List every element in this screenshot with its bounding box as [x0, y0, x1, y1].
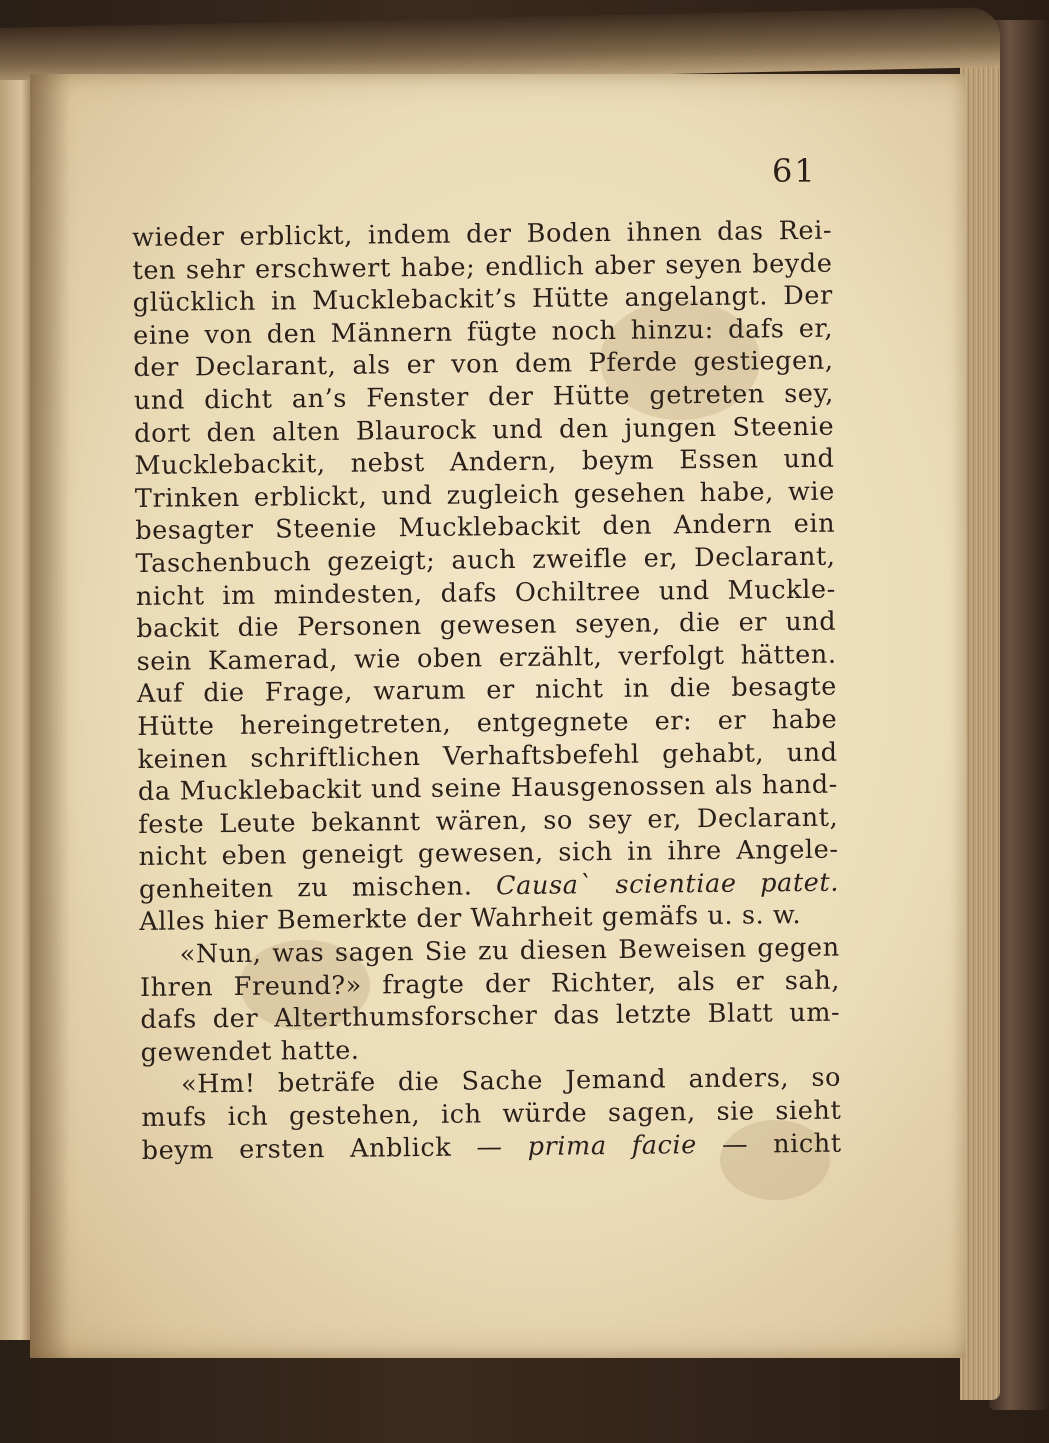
italic-phrase: Causa` scientiae patet. [495, 867, 840, 902]
text-run: sein Kamerad, wie oben erzählt, verfolgt hätten. [136, 639, 837, 677]
text-run: nicht im mindesten, dafs Ochiltree und Muckle- [135, 574, 837, 612]
text-run: der Declarant, als er von dem Pferde gestiegen, [133, 346, 834, 384]
text-run: da Mucklebackit und seine Hausgenossen als hand- [137, 769, 839, 808]
text-run: Auf die Frage, warum er nicht in die besagte [136, 671, 838, 710]
text-run: besagter Steenie Mucklebackit den Andern ein [135, 508, 836, 547]
body-text [132, 215, 842, 1167]
text-run: backit die Personen gewesen seyen, die er und [136, 606, 837, 645]
text-run: «Hm! beträfe die Sache Jemand anders, so [180, 1063, 842, 1100]
text-run: wieder erblickt, indem der Boden ihnen das Rei- [132, 215, 833, 253]
italic-phrase: prima facie [527, 1129, 698, 1162]
text-run: «Nun, was sagen Sie zu diesen Beweisen gegen [179, 932, 840, 970]
text-run: keinen schriftlichen Verhaftsbefehl gehabt, und [137, 737, 838, 775]
text-run: Trinken erblickt, und zugleich gesehen habe, wie [134, 476, 836, 514]
text-run: — nicht [696, 1128, 842, 1160]
text-run: mufs ich gestehen, ich würde sagen, sie sieht [141, 1095, 842, 1133]
text-run: Taschenbuch gezeigt; auch zweifle er, Declarant, [135, 541, 836, 579]
text-run: dort den alten Blaurock und den jungen Steenie [134, 411, 835, 449]
text-run: Hütte hereingetreten, entgegnete er: er habe [137, 704, 838, 742]
text-run: ten sehr erschwert habe; endlich aber seyen beyde [132, 248, 833, 286]
text-run: beym ersten Anblick — [141, 1131, 528, 1166]
text-run: genheiten zu mischen. [138, 871, 497, 905]
left-page-sliver [0, 80, 30, 1340]
gutter-shadow [30, 74, 70, 1358]
text-run: eine von den Männern fügte noch hinzu: dafs er, [133, 313, 834, 351]
text-run: Alles hier Bemerkte der Wahrheit gemäfs u. s. w. [139, 900, 802, 938]
page-fore-edge [960, 48, 1000, 1400]
text-run: nicht eben geneigt gewesen, sich in ihre Angele- [138, 834, 839, 873]
text-run: und dicht an’s Fenster der Hütte getreten sey, [133, 378, 834, 416]
text-run: feste Leute bekannt wären, so sey er, Declarant, [138, 802, 839, 840]
text-run: dafs der Alterthumsforscher das letzte Blatt um- [140, 997, 841, 1036]
text-run: glücklich in Mucklebackit’s Hütte angelangt. Der [132, 280, 833, 319]
page-number: 61 [772, 152, 817, 190]
text-run: Ihren Freund?» fragte der Richter, als er sah, [139, 965, 841, 1003]
text-run: gewendet hatte. [140, 1035, 360, 1068]
text-run: Mucklebackit, nebst Andern, beym Essen und [134, 443, 835, 482]
